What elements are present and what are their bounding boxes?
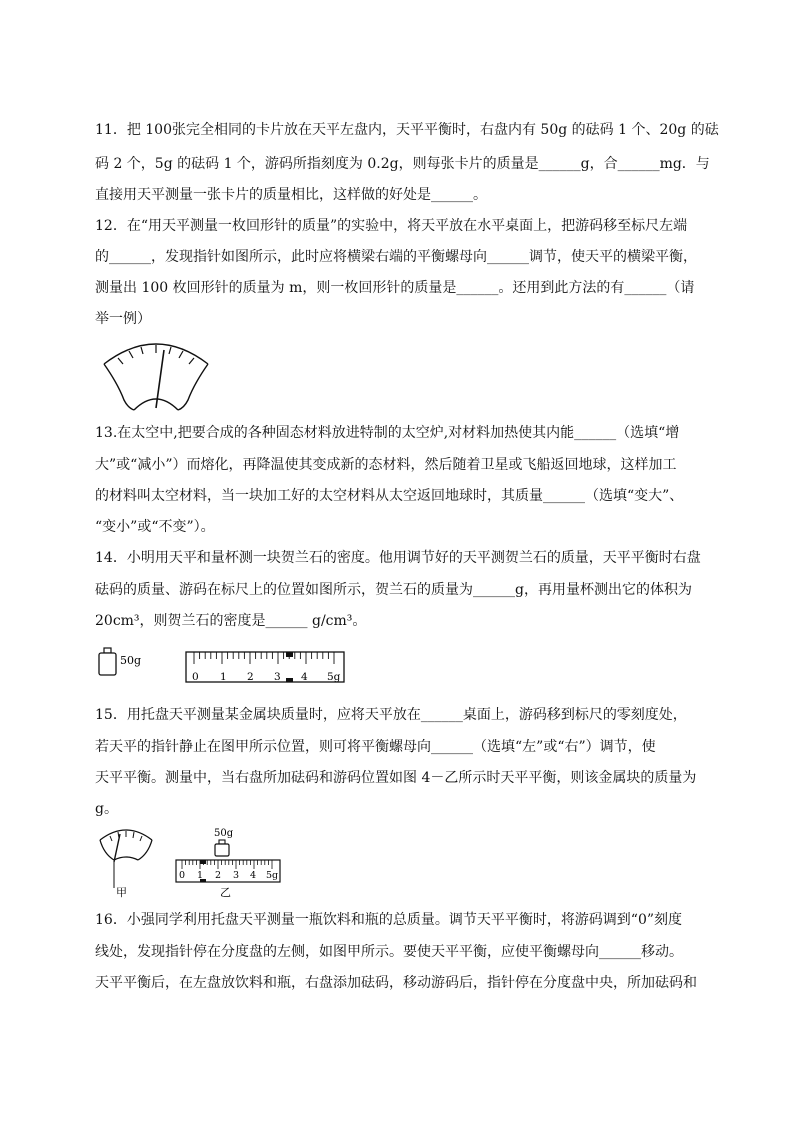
q15-tick-label: 1 <box>197 870 204 881</box>
q11-line-3: 直接用天平测量一张卡片的质量相比，这样做的好处是______。 <box>95 187 487 203</box>
q14-line-2: 砝码的质量、游码在标尺上的位置如图所示，贺兰石的质量为______g，再用量杯测出它的体积为 <box>95 582 692 598</box>
q14-tick-label: 1 <box>220 671 227 683</box>
q14-weight-icon <box>99 648 116 675</box>
q14-tick-label: 3 <box>274 671 281 683</box>
q12-pointer-dial-figure <box>98 336 214 414</box>
q16-line-1: 16．小强同学利用托盘天平测量一瓶饮料和瓶的总质量。调节天平平衡时，将游码调到“0”刻度 <box>95 912 683 928</box>
q13-line-2: 大”或“减小”）而熔化，再降温使其变成新的态材料，然后随着卫星或飞船返回地球，这样加工 <box>95 457 677 473</box>
q14-tick-label: 4 <box>301 671 308 683</box>
q14-rider-bottom <box>286 678 293 682</box>
q12-line-3: 测量出 100 枚回形针的质量为 m，则一枚回形针的质量是______。还用到此方法的有______（请 <box>95 280 695 296</box>
q15-tick-label: 4 <box>250 870 257 881</box>
q13-line-1: 13.在太空中,把要合成的各种固态材料放进特制的太空炉,对材料加热使其内能______（选填“增 <box>95 425 680 441</box>
q15-scale-bar <box>176 860 280 899</box>
q15-tick-label: 2 <box>215 870 222 881</box>
q15-line-1: 15．用托盘天平测量某金属块质量时，应将天平放在______桌面上，游码移到标尺的零刻度处， <box>95 707 687 723</box>
q14-line-1: 14．小明用天平和量杯测一块贺兰石的密度。他用调节好的天平测贺兰石的质量，天平平衡时右盘 <box>95 550 701 566</box>
q14-tick-label: 5g <box>327 671 341 683</box>
q15-line-2: 若天平的指针静止在图甲所示位置，则可将平衡螺母向______（选填“左”或“右”）调节，使 <box>95 739 656 755</box>
q16-line-2: 线处，发现指针停在分度盘的左侧，如图甲所示。要使天平平衡，应使平衡螺母向______移动。 <box>95 944 683 960</box>
q15-caption-a: 甲 <box>116 886 127 899</box>
q15-tick-label: 5g <box>266 870 279 881</box>
q14-rider-top <box>286 652 293 657</box>
q13-line-4: “变小”或“不变”）。 <box>95 519 215 535</box>
q15-caption-b: 乙 <box>220 886 231 899</box>
q15-tick-label: 0 <box>179 870 186 881</box>
q14-line-3: 20cm³，则贺兰石的密度是______ g/cm³。 <box>95 613 367 629</box>
q15-rider-top <box>200 860 206 864</box>
q15-dial-a <box>100 830 152 899</box>
q12-line-2: 的______，发现指针如图所示，此时应将横梁右端的平衡螺母向______调节，使天平的横梁平衡， <box>95 249 697 265</box>
q13-line-3: 的材料叫太空材料，当一块加工好的太空材料从太空返回地球时，其质量______（选填“变大”、 <box>95 488 684 504</box>
q14-tick-label: 2 <box>247 671 254 683</box>
q12-line-4: 举一例） <box>95 311 151 327</box>
q16-line-3: 天平平衡后，在左盘放饮料和瓶，右盘添加砝码，移动游码后，指针停在分度盘中央，所加砝码和 <box>95 975 697 991</box>
q15-weight-icon <box>215 840 229 856</box>
q15-weight-label: 50g <box>214 828 234 839</box>
q14-weight-label: 50g <box>120 654 142 667</box>
q14-scale-bar <box>186 652 344 683</box>
q14-weight-and-scale-figure <box>96 644 350 686</box>
q11-line-1: 11．把 100张完全相同的卡片放在天平左盘内，天平平衡时，右盘内有 50g 的砝码 1 个、20g 的砝 <box>95 122 719 138</box>
q14-tick-label: 0 <box>192 671 199 683</box>
q15-line-4: g。 <box>95 801 118 817</box>
q15-figure <box>96 824 286 900</box>
q11-line-2: 码 2 个，5g 的砝码 1 个，游码所指刻度为 0.2g，则每张卡片的质量是______g，合______mg．与 <box>95 156 710 172</box>
q15-tick-label: 3 <box>233 870 240 881</box>
q15-line-3: 天平平衡。测量中，当右盘所加砝码和游码位置如图 4－乙所示时天平平衡，则该金属块的质量为 <box>95 770 697 786</box>
q12-line-1: 12．在“用天平测量一枚回形针的质量”的实验中，将天平放在水平桌面上，把游码移至标尺左端 <box>95 218 688 234</box>
